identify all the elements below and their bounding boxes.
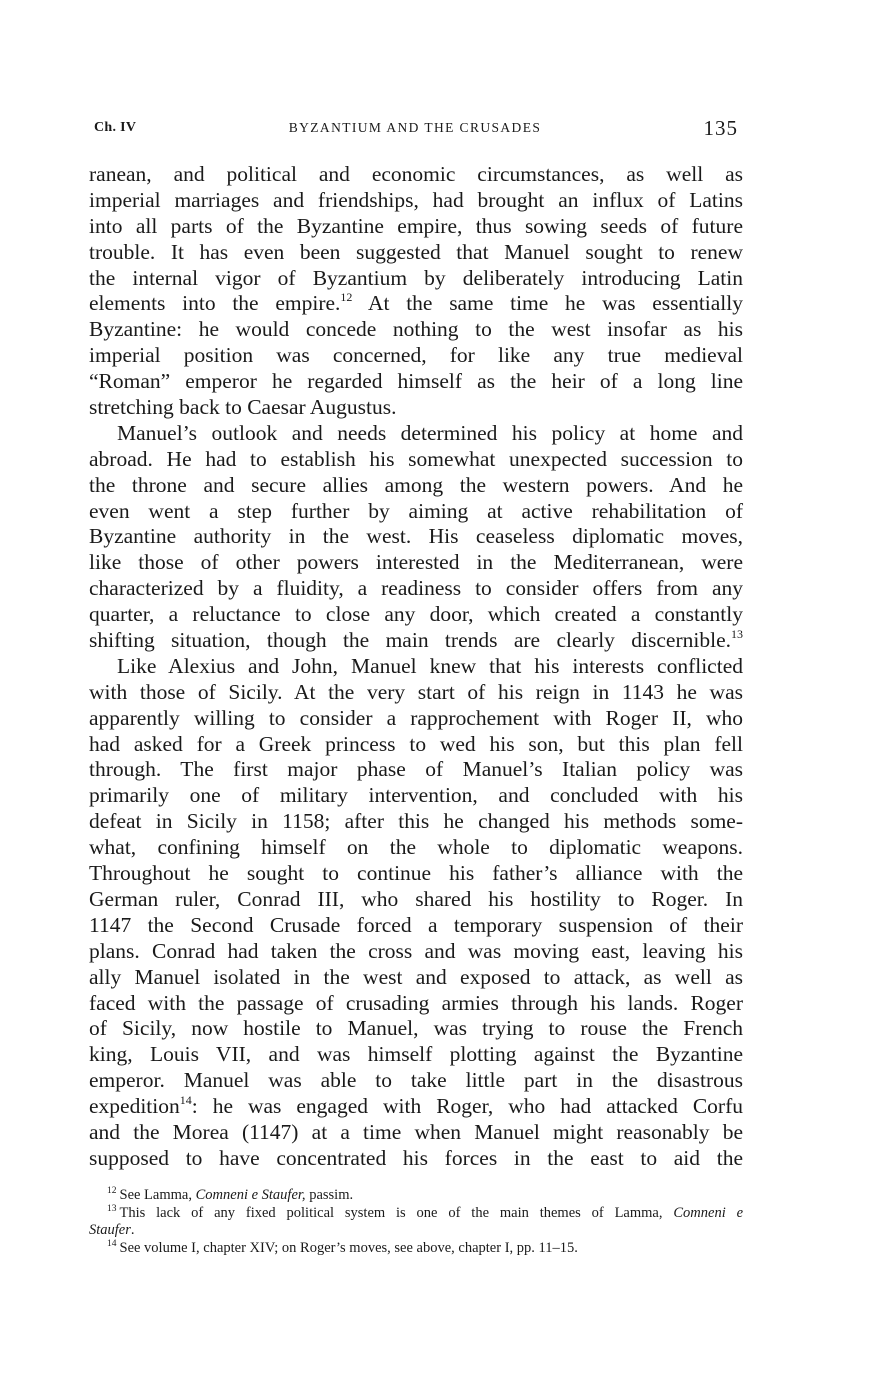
footnote-text: See volume I, chapter XIV; on Roger’s moves, see above, chapter I, pp. 11–15. [119,1239,578,1256]
text-line: apparently willing to consider a rapprochement with Roger II, who [89,705,743,730]
text-line: what, confining himself on the whole to diplomatic weapons. [89,835,743,860]
paragraph [89,421,743,654]
text-line: into all parts of the Byzantine empire, thus sowing seeds of future [89,213,743,238]
text-line: trouble. It has even been suggested that Manuel sought to renew [89,239,743,264]
footnote-ref[interactable]: 12 [340,290,353,305]
footnote-13 [89,1205,743,1223]
line-text: elements into the empire. [89,291,341,316]
text-line: imperial position was concerned, for like any true medieval [89,343,743,368]
footnote-text: This lack of any fixed political system is one of the main themes of Lamma, [119,1204,674,1221]
text-line: German ruler, Conrad III, who shared his hostility to Roger. In [89,886,743,911]
text-line: had asked for a Greek princess to wed his son, but this plan fell [89,731,743,756]
text-line: imperial marriages and friendships, had brought an influx of Latins [89,187,743,212]
text-line: Manuel’s outlook and needs determined his policy at home and [117,420,743,445]
text-line: “Roman” emperor he regarded himself as the heir of a long line [89,369,743,394]
footnote-number: 14 [107,1238,117,1249]
footnote-title: Comneni e Staufer, [195,1187,306,1203]
text-line: with those of Sicily. At the very start of his reign in 1143 he was [89,679,743,704]
text-line: faced with the passage of crusading armies through his lands. Roger [89,990,743,1015]
footnote-ref[interactable]: 14 [179,1093,192,1108]
footnote-number: 12 [107,1186,117,1196]
footnote-number: 13 [107,1203,117,1214]
text-line [89,628,743,654]
text-line: ranean, and political and economic circumstances, as well as [89,162,743,186]
line-text: : he was engaged with Roger, who had attacked Corfu [191,1094,743,1119]
body-text [89,162,743,1172]
text-line: king, Louis VII, and was himself plotting against the Byzantine [89,1042,743,1067]
footnote-12 [89,1187,743,1205]
text-line: characterized by a fluidity, a readiness to consider offers from any [89,576,743,601]
running-title: BYZANTIUM AND THE CRUSADES [288,120,542,135]
text-line: through. The first major phase of Manuel’s Italian policy was [89,757,743,782]
text-line: Like Alexius and John, Manuel knew that his interests conflicted [117,653,743,678]
line-text: expedition [89,1094,180,1119]
text-line: of Sicily, now hostile to Manuel, was trying to rouse the French [89,1016,743,1041]
text-line [89,1094,743,1120]
text-line: like those of other powers interested in the Mediterranean, were [89,550,743,575]
text-line: defeat in Sicily in 1158; after this he changed his methods some- [89,809,743,834]
footnote-14 [89,1240,743,1258]
text-line: abroad. He had to establish his somewhat unexpected succession to [89,446,743,471]
text-line: quarter, a reluctance to close any door, which created a constantly [89,602,743,627]
text-line: Byzantine: he would concede nothing to the west insofar as his [89,317,743,342]
paragraph [89,162,743,421]
line-text: shifting situation, though the main trends are clearly discernible. [89,628,731,653]
text-line: the internal vigor of Byzantium by deliberately introducing Latin [89,265,743,290]
text-line: 1147 the Second Crusade forced a temporary suspension of their [89,912,743,937]
text-line: supposed to have concentrated his forces in the east to aid the [89,1145,743,1170]
text-line: stretching back to Caesar Augustus. [89,395,397,420]
text-line: emperor. Manuel was able to take little part in the disastrous [89,1068,743,1093]
line-text: At the same time he was essentially [352,291,743,316]
footnote-text: passim. [305,1187,354,1203]
footnote-title: Comneni e [673,1204,744,1221]
footnote-text: . [130,1222,135,1238]
text-line: and the Morea (1147) at a time when Manuel might reasonably be [89,1119,743,1144]
page-number: 135 [703,116,738,140]
text-line: Throughout he sought to continue his father’s alliance with the [89,861,743,886]
running-header [88,116,742,144]
text-line [89,291,743,317]
footnote-ref[interactable]: 13 [731,627,743,642]
text-line: plans. Conrad had taken the cross and was moving east, leaving his [89,938,743,963]
text-line: even went a step further by aiming at active rehabilitation of [89,498,743,523]
text-line: primarily one of military intervention, and concluded with his [89,783,743,808]
paragraph [89,654,743,1172]
footnote-title: Staufer [89,1222,131,1238]
footnote-13-continued [89,1222,743,1240]
text-line: the throne and secure allies among the western powers. And he [89,472,743,497]
footnote-text: See Lamma, [119,1187,196,1203]
chapter-label: Ch. IV [94,120,137,135]
footnotes [89,1187,743,1257]
text-line: ally Manuel isolated in the west and exposed to attack, as well as [89,964,743,989]
text-line: Byzantine authority in the west. His ceaseless diplomatic moves, [89,524,743,549]
